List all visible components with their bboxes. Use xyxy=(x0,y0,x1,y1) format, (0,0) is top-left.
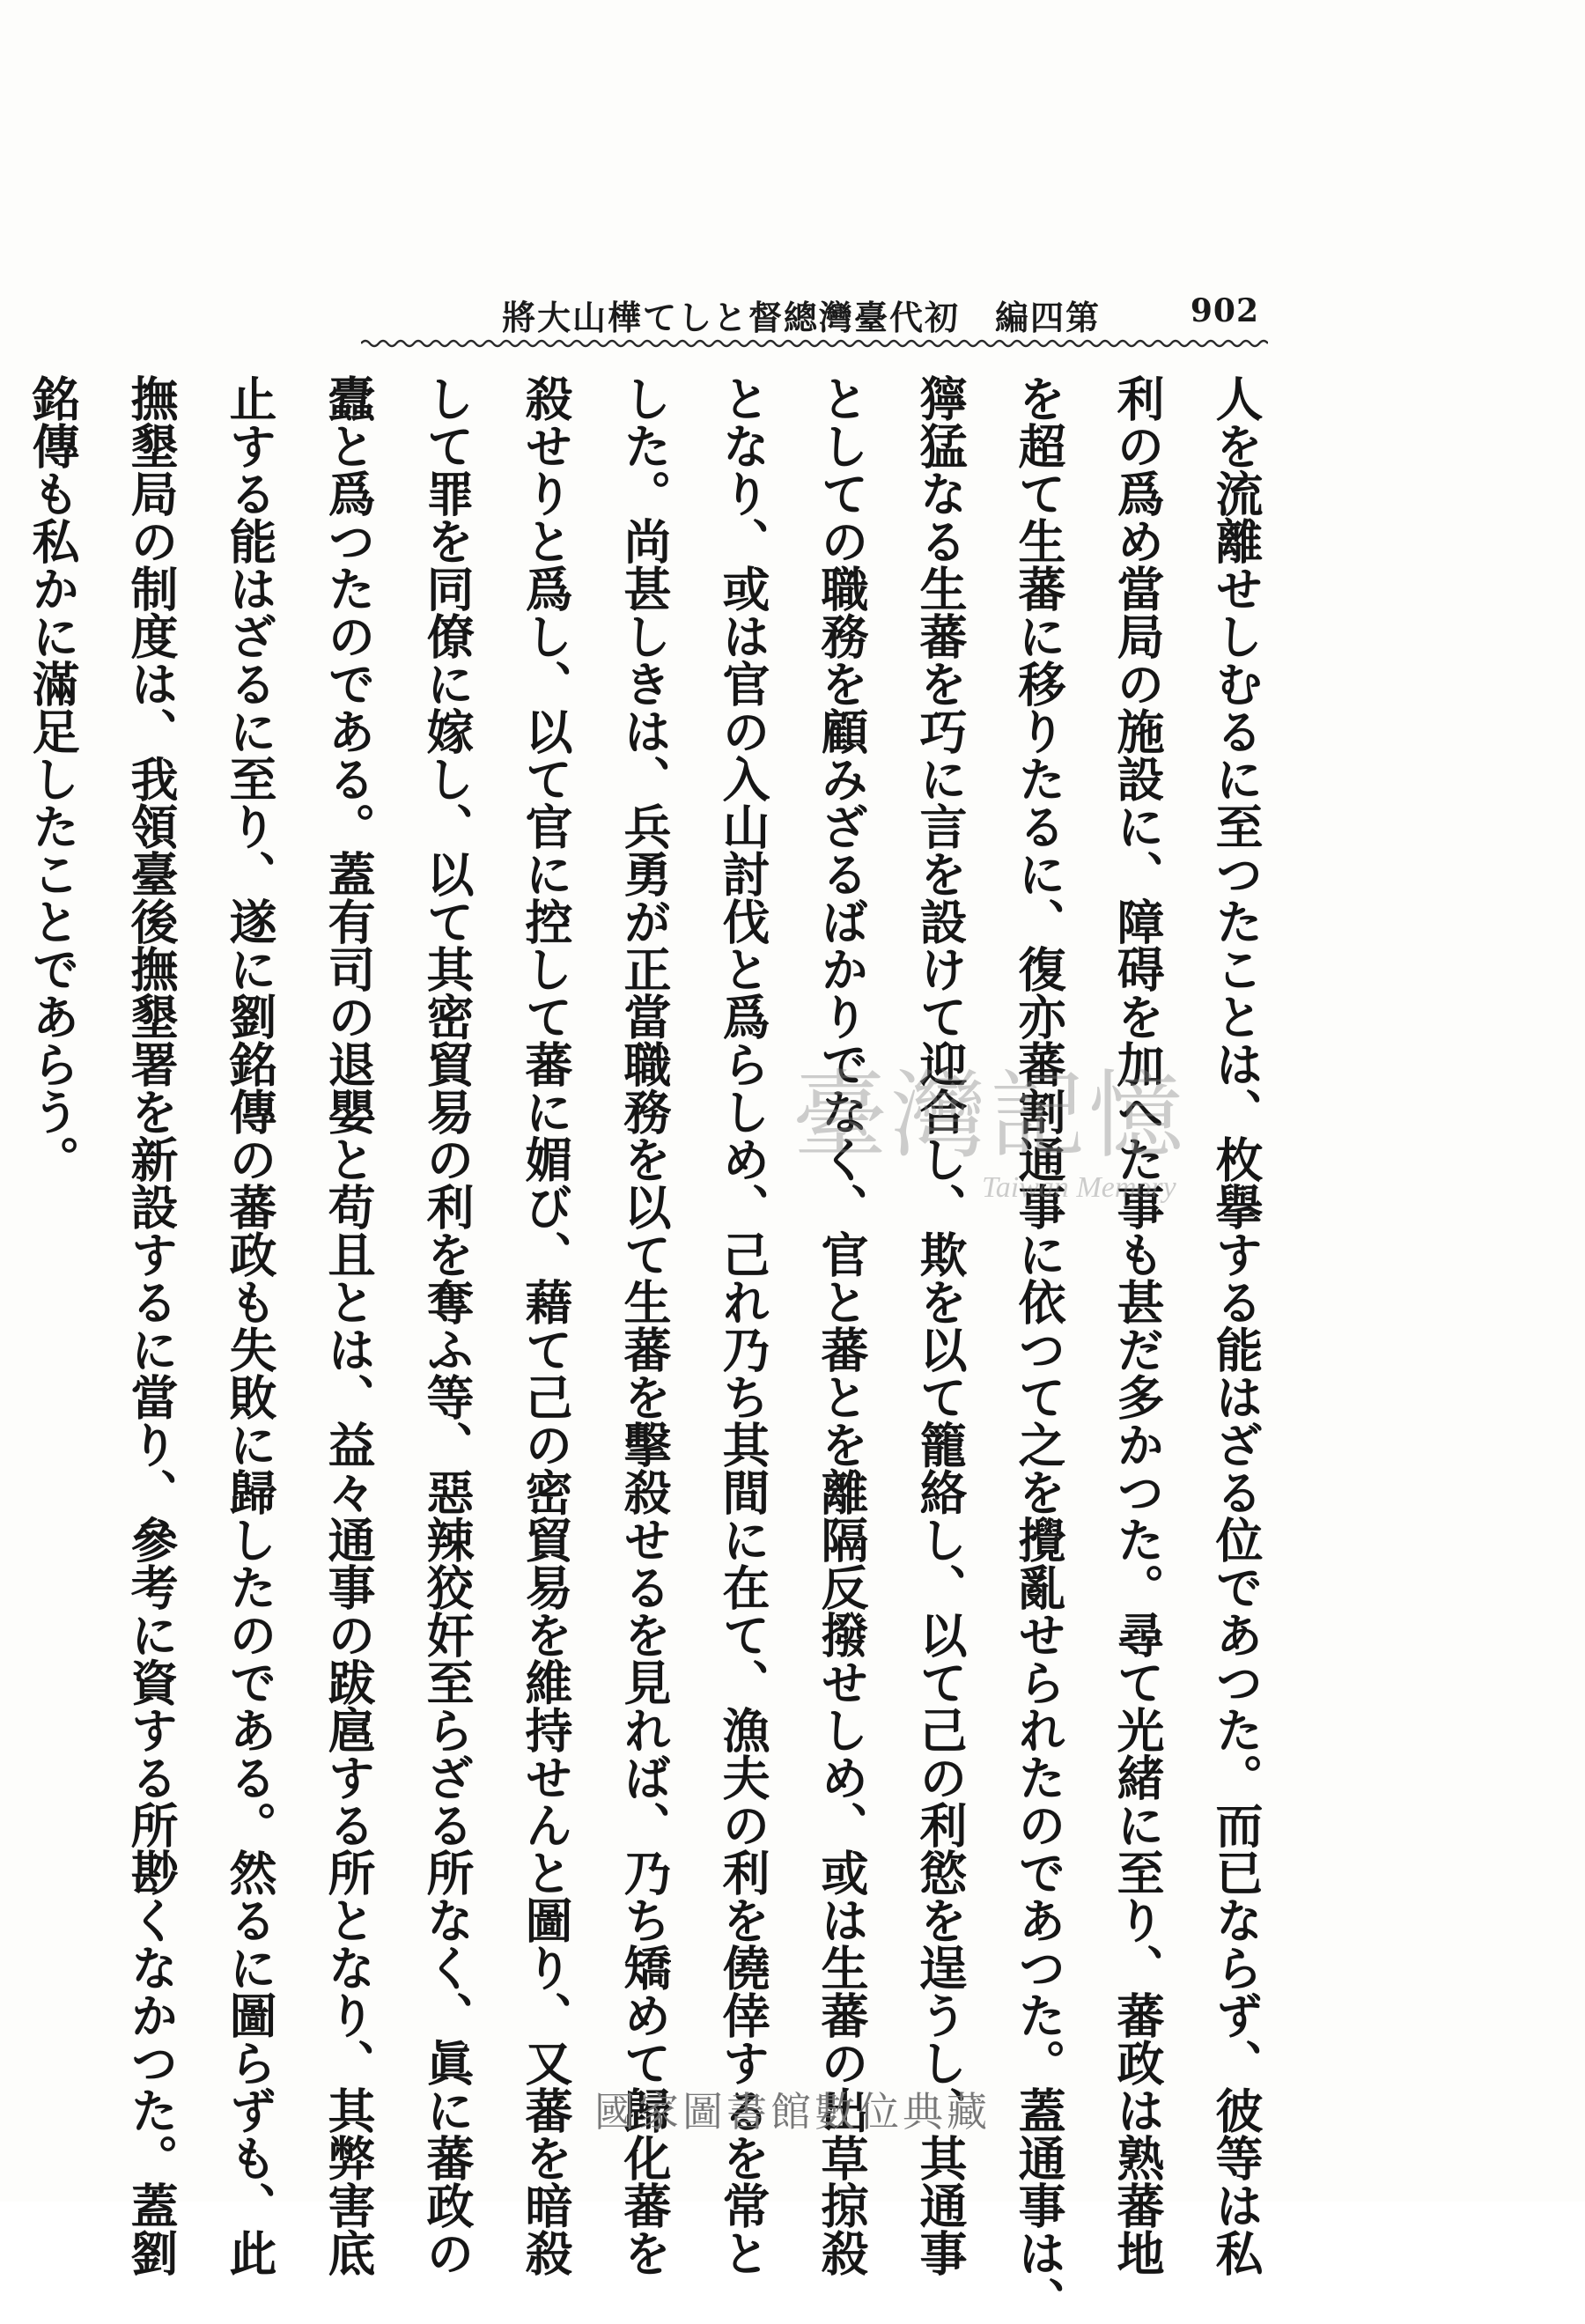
text-column: 人を流離せしむるに至つたことは、枚擧する能はざる位であつた。而已ならず、彼等は私 xyxy=(1208,374,1264,2276)
text-column: となり、或は官の入山討伐と爲らしめ、己れ乃ち其間に在て、漁夫の利を僥倖するを常と xyxy=(715,374,771,2276)
watermark-subtitle: Taiwan Memory xyxy=(982,1171,1176,1204)
text-column: 獰猛なる生蕃を巧に言を設けて迎合し、欺を以て籠絡し、以て己の利慾を逞うし、其通事 xyxy=(912,374,969,2276)
watermark-logo: 臺灣記憶 xyxy=(792,1061,1188,1171)
text-column: 撫墾局の制度は、我領臺後撫墾署を新設するに當り、參考に資する所尠くなかつた。蓋劉 xyxy=(123,374,180,2276)
text-column: 止する能はざるに至り、遂に劉銘傳の蕃政も失敗に歸したのである。然るに圖らずも、此 xyxy=(222,374,278,2276)
header-rule xyxy=(361,335,1268,352)
text-column: 蠹と爲つたのである。蓋有司の退嬰と苟且とは、益々通事の跋扈する所となり、其弊害底 xyxy=(321,374,377,2276)
text-column: 銘傳も私かに滿足したことであらう。 xyxy=(25,374,81,1183)
text-column: を超て生蕃に移りたるに、復亦蕃割通事に依つて之を攪亂せられたのであつた。蓋通事は、 xyxy=(1011,374,1067,2324)
text-column: 利の爲め當局の施設に、障碍を加へた事も甚だ多かつた。尋て光緒に至り、蕃政は熟蕃地 xyxy=(1110,374,1166,2276)
footer-text: 國家圖書館數位典藏 xyxy=(594,2088,991,2136)
running-head: 將大山樺てしと督總灣臺代初 編四第 xyxy=(501,298,1101,337)
watermark xyxy=(792,1039,1250,1251)
text-column: して罪を同僚に嫁し、以て其密貿易の利を奪ふ等、惡辣狡奸至らざる所なく、眞に蕃政の xyxy=(419,374,476,2276)
page-number: 902 xyxy=(1190,292,1259,329)
text-column: した。尚甚しきは、兵勇が正當職務を以て生蕃を擊殺せるを見れば、乃ち矯めて歸化蕃を xyxy=(616,374,673,2276)
text-column: としての職務を顧みざるばかりでなく、官と蕃とを離隔反撥せしめ、或は生蕃の出草掠殺 xyxy=(814,374,870,2276)
text-column: 殺せりと爲し、以て官に控して蕃に媚び、藉て己の密貿易を維持せんと圖り、又蕃を暗殺 xyxy=(518,374,574,2276)
